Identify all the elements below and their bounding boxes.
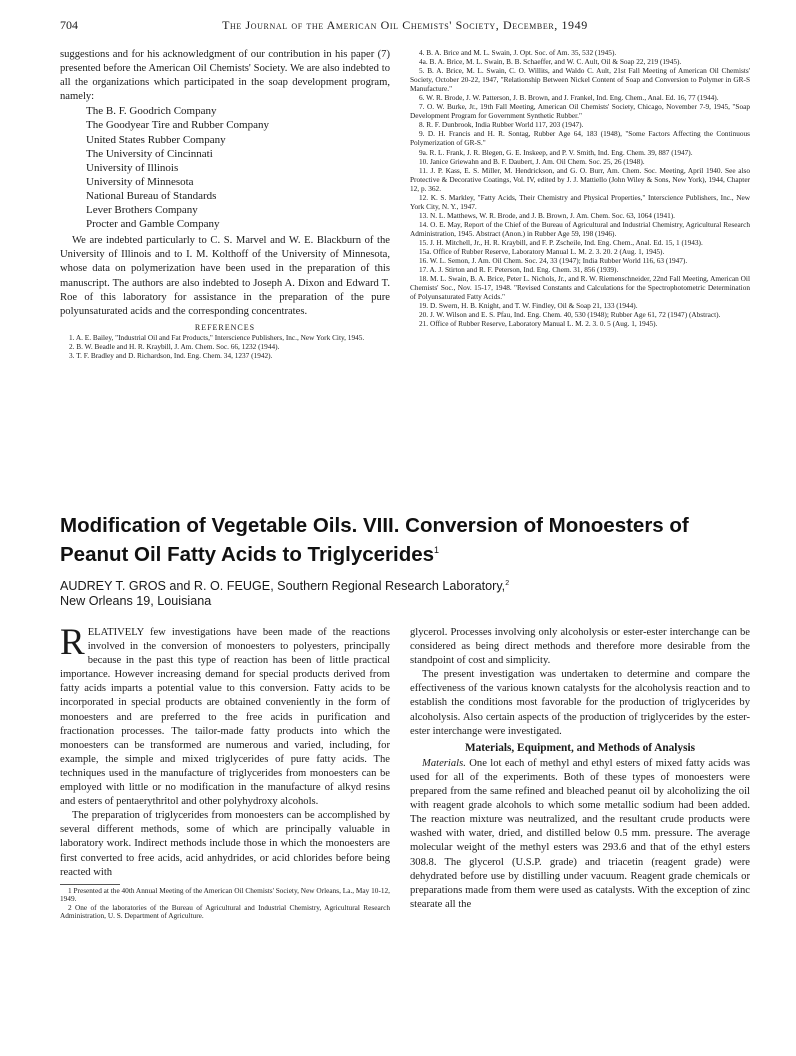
organization: National Bureau of Standards <box>86 189 217 202</box>
ack-intro: suggestions and for his acknowledgment of our contribution in his paper (7) presented before the American Oil Chemists' Society. We are also indebted to all the organizations which participated in the soap development program, namely: <box>60 49 390 103</box>
footnote: 2 One of the laboratories of the Bureau of Agricultural and Industrial Chemistry, Agricultural Research Administration, U. S. Department of Agriculture. <box>60 902 390 921</box>
reference-item: 8. R. F. Dunbrook, India Rubber World 117, 203 (1947). <box>419 120 584 130</box>
reference-item: 14. O. E. May, Report of the Chief of the Bureau of Agricultural and Industrial Chemistry, Agricultural Research Administration, 1945. Abstract (Anon.) in Rubber Age 59, 198 (1946). <box>410 219 750 238</box>
reference-item: 4. B. A. Brice and M. L. Swain, J. Opt. Soc. of Am. 35, 532 (1945). <box>419 48 617 57</box>
methods-paragraph: The preparation of triglycerides from monoesters can be accomplished by several different methods, some of which are principally valuable in laboratory work. Indirect methods include those in which the monoesters are first converted to free acids, acid anhydrides, or acid chlorides before being reacted with <box>60 810 390 878</box>
reference-item: 16. W. L. Semon, J. Am. Oil Chem. Soc. 24, 33 (1947); India Rubber World 116, 63 (1947). <box>419 256 688 266</box>
organization: University of Illinois <box>86 161 179 174</box>
reference-item: 1. A. E. Bailey, "Industrial Oil and Fat Products," Interscience Publishers, Inc., New York City, 1945. <box>69 332 365 342</box>
organization-list <box>60 104 390 231</box>
reference-item: 3. T. F. Bradley and D. Richardson, Ind. Eng. Chem. 34, 1237 (1942). <box>69 350 273 360</box>
reference-item: 11. J. P. Kass, E. S. Miller, M. Hendrickson, and G. O. Burr, Am. Chem. Soc. Meeting, April 1940. See also Protective & Decorative Coatings, Vol. IV, edited by J. J. Mattiello (John Wiley & Sons, New York), 1944, Chapter 12, p. 362. <box>410 165 750 193</box>
organization: University of Minnesota <box>86 175 194 188</box>
footnote-rule <box>60 884 120 885</box>
reference-item: 12. K. S. Markley, "Fatty Acids, Their Chemistry and Physical Properties," Interscience Publishers, Inc., New York City, N. Y., 1947. <box>410 192 750 211</box>
reference-item: 20. J. W. Wilson and E. S. Pfau, Ind. Eng. Chem. 40, 530 (1948); Rubber Age 61, 72 (1947) (Abstract). <box>419 310 721 320</box>
materials-paragraph <box>410 757 750 912</box>
reference-item: 17. A. J. Stirton and R. F. Peterson, Ind. Eng. Chem. 31, 856 (1939). <box>419 265 619 275</box>
running-title: The Journal of the American Oil Chemists' Society, December, 1949 <box>222 18 588 32</box>
top-left-column <box>60 48 390 360</box>
reference-item: 10. Janice Griewahn and B. F. Daubert, J. Am. Oil Chem. Soc. 25, 26 (1948). <box>419 156 645 166</box>
running-header <box>60 18 750 34</box>
reference-item: 21. Office of Rubber Reserve, Laboratory Manual L. M. 2. 3. 0. 5 (Aug. 1, 1945). <box>419 319 658 329</box>
reference-item: 7. O. W. Burke, Jr., 19th Fall Meeting, American Oil Chemists' Society, Chicago, November 7-9, 1945, "Soap Development Program for Government Synthetic Rubber." <box>410 102 750 121</box>
materials-label: Materials. <box>422 757 466 769</box>
footnote: 1 Presented at the 40th Annual Meeting of the American Oil Chemists' Society, New Orleans, La., May 10-12, 1949. <box>60 885 390 904</box>
organization: The B. F. Goodrich Company <box>86 105 217 118</box>
author-location: New Orleans 19, Louisiana <box>60 594 212 609</box>
organization: Procter and Gamble Company <box>86 218 220 231</box>
body-paragraph: glycerol. Processes involving only alcoholysis or ester-ester interchange can be considered as being direct methods and therefore more desirable from the standpoint of cost and simplicity. <box>410 627 750 667</box>
reference-item: 5. B. A. Brice, M. L. Swain, C. O. Willits, and Waldo C. Ault, 21st Fall Meeting of American Oil Chemists' Society, October 20-22, 1947, "Relationship Between Nickel Content of Soap and Conversion to Polymer in GR-S Manufacture." <box>410 66 750 94</box>
ack-paragraph: We are indebted particularly to C. S. Marvel and W. E. Blackburn of the University of Illinois and to I. M. Kolthoff of the University of Minnesota, whose data on polymerization have been used in the preparation of this manuscript. The authors are also indebted to Joseph A. Dixon and Edward T. Roe of this laboratory for assistance in the preparation of the pure polyunsaturated acids and the corresponding concentrates. <box>60 235 390 317</box>
materials-text: One lot each of methyl and ethyl esters of mixed fatty acids was used for all of the experiments. Both of these types of monoesters were prepared from the same refined and bleached peanut oil by alcoholizing the oil with reagent grade alcohols to which some metallic sodium had been added. The reaction mixture was neutralized, and the resultant crude products were washed with water, dried, and distilled below 0.5 mm. pressure. The average molecular weight of the methyl esters was 293.6 and that of the ethyl esters 308.8. The glycerol (U.S.P. grade) and triacetin (reagent grade) were dehydrated before use by distilling under vacuum. Reagent grade chemicals or preparations made from them were used as catalysts. With the exception of zinc stearate all the <box>410 757 751 910</box>
reference-item: 15a. Office of Rubber Reserve, Laboratory Manual L. M. 2. 3. 20. 2 (Aug. 1, 1945). <box>419 247 665 257</box>
reference-item: 18. M. L. Swain, B. A. Brice, Peter L. Nichols, Jr., and R. W. Riemenschneider, 22nd Fall Meeting, American Oil Chemists' Soc., Nov. 15-17, 1948. "Revised Constants and Calculations for the Spectrophotometric Determination of Polyunsaturated Fatty Acids." <box>410 274 750 302</box>
organization: The Goodyear Tire and Rubber Company <box>86 119 269 132</box>
page-number: 704 <box>60 18 78 32</box>
organization: The University of Cincinnati <box>86 147 213 160</box>
drop-cap: R <box>60 622 85 663</box>
bottom-left-column <box>60 622 390 921</box>
article-title <box>60 513 750 567</box>
intro-paragraph-text: ELATIVELY few investigations have been made of the reactions involved in the conversion of monoesters to polyesters, principally because in the past this type of reaction has been of little practical importance. However increasing demand for special products derived from fatty acids imparts a potential value to this conversion. Fatty acids to be incorporated in special products are obtained conveniently in the form of monoesters and are preferred to the free acids in purification and fractionation processes. The tailor-made fatty products into which the monoesters can be transformed are numerous and varied, including, for example, the simple and mixed triglycerides of pure fatty acids. The techniques used in the manufacture of triglycerides from monoesters can be employed with little or no modification in the manufacture of alkyd resins and esters of pentaerythritol and other polyhydroxy alcohols. <box>60 627 390 808</box>
reference-item: 9a. R. L. Frank, J. R. Blegen, G. E. Inskeep, and P. V. Smith, Ind. Eng. Chem. 39, 887 (1947). <box>419 147 693 157</box>
organization: United States Rubber Company <box>86 133 226 146</box>
title-footnote-mark: 1 <box>434 545 440 555</box>
top-right-column <box>410 48 750 328</box>
organization: Lever Brothers Company <box>86 204 198 217</box>
author-line: AUDREY T. GROS and R. O. FEUGE, Southern Regional Research Laboratory, <box>60 579 506 594</box>
references-heading: REFERENCES <box>194 322 256 332</box>
reference-item: 4a. B. A. Brice, M. L. Swain, B. B. Schaeffer, and W. C. Ault, Oil & Soap 22, 219 (1945). <box>419 57 682 67</box>
author-footnote-mark: 2 <box>505 580 510 587</box>
reference-item: 9. D. H. Francis and H. R. Sontag, Rubber Age 64, 183 (1948), "Some Factors Affecting the Continuous Polymerization of GR-S." <box>410 129 750 148</box>
body-paragraph: The present investigation was undertaken to determine and compare the effectiveness of the various known catalysts for the alcoholysis reaction and to establish the conditions most favorable for the production of triglycerides by alcoholysis. Also certain aspects of the production of triglycerides by the ester-ester interchange were investigated. <box>410 669 750 737</box>
bottom-right-column <box>410 626 750 912</box>
reference-item: 6. W. R. Brode, J. W. Patterson, J. B. Brown, and J. Frankel, Ind. Eng. Chem., Anal. Ed. 16, 77 (1944). <box>419 93 719 103</box>
reference-item: 15. J. H. Mitchell, Jr., H. R. Kraybill, and F. P. Zscheile, Ind. Eng. Chem., Anal. Ed. 15, 1 (1943). <box>419 237 703 247</box>
reference-item: 2. B. W. Beadle and H. R. Kraybill, J. Am. Chem. Soc. 66, 1232 (1944). <box>69 341 280 351</box>
reference-item: 19. D. Swern, H. B. Knight, and T. W. Findley, Oil & Soap 21, 133 (1944). <box>419 301 638 311</box>
intro-paragraph <box>60 622 390 809</box>
section-heading: Materials, Equipment, and Methods of Analysis <box>464 741 696 754</box>
article-authors <box>60 576 750 610</box>
reference-item: 13. N. L. Matthews, W. R. Brode, and J. B. Brown, J. Am. Chem. Soc. 63, 1064 (1941). <box>419 210 675 220</box>
article-title-text: Modification of Vegetable Oils. VIII. Conversion of Monoesters of Peanut Oil Fatty Acids to Triglycerides <box>60 514 689 566</box>
